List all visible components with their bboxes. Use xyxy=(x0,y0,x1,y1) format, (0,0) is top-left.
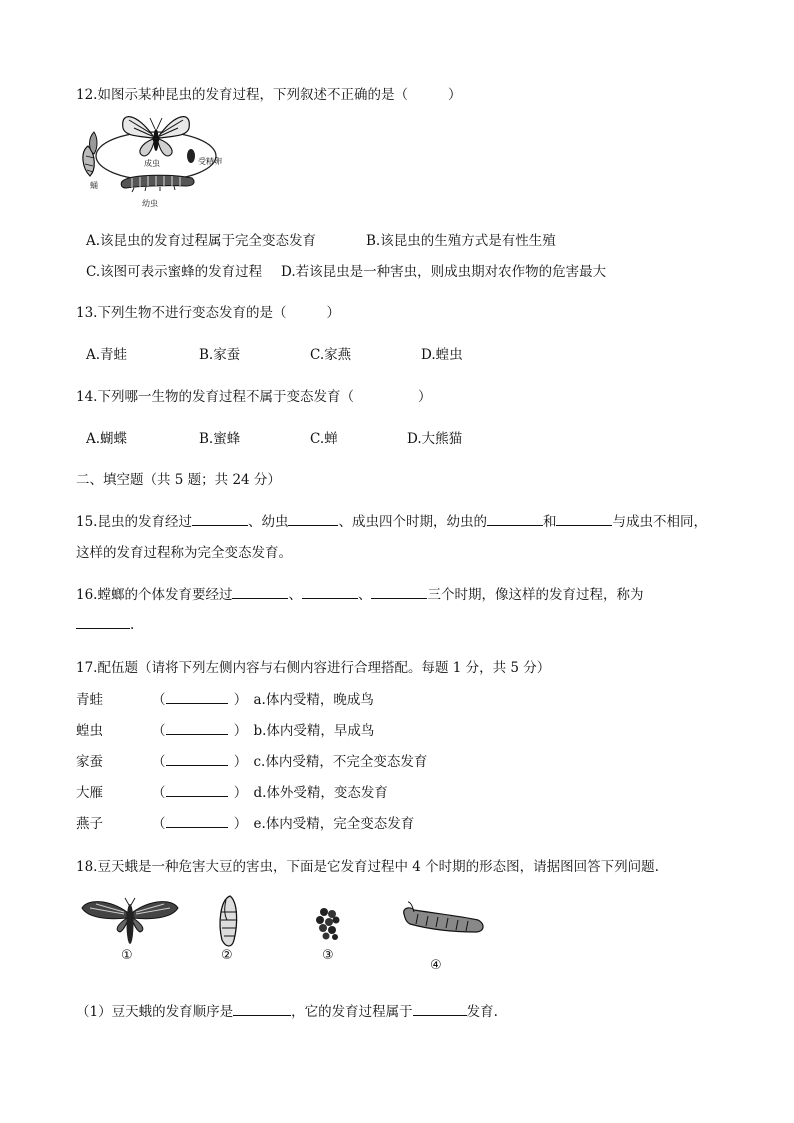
q12-option-a[interactable]: A.该昆虫的发育过程属于完全变态发育 xyxy=(86,233,317,249)
q15-blank-3[interactable] xyxy=(487,511,543,526)
larva-icon xyxy=(121,175,194,192)
moth-larva-icon xyxy=(404,902,483,932)
life-cycle-figure xyxy=(74,106,234,212)
q12-option-d[interactable]: D.若该昆虫是一种害虫，则成虫期对农作物的危害最大 xyxy=(281,264,607,280)
q17-left-item: 家蚕 xyxy=(76,754,103,770)
q15-blank-4[interactable] xyxy=(556,511,612,526)
figure-label-larva: 幼虫 xyxy=(142,199,158,208)
q17-left-item: 燕子 xyxy=(76,816,103,832)
q12-option-b[interactable]: B.该昆虫的生殖方式是有性生殖 xyxy=(366,233,556,249)
q18-blank-1[interactable] xyxy=(233,1001,291,1016)
q16-blank-1[interactable] xyxy=(232,584,288,599)
q17-blank[interactable] xyxy=(166,782,228,797)
q17-row: 燕子 （ ） e.体内受精，完全变态发育 xyxy=(76,812,414,832)
q13-option-a[interactable]: A.青蛙 xyxy=(86,347,128,363)
q14-option-b[interactable]: B.蜜蜂 xyxy=(199,431,241,447)
q17-row: 大雁 （ ） d.体外受精，变态发育 xyxy=(76,781,388,801)
q14-option-d[interactable]: D.大熊猫 xyxy=(407,431,463,447)
q12-stem: 12.如图示某种昆虫的发育过程，下列叙述不正确的是（ ） xyxy=(76,87,462,103)
q15-line1: 15.昆虫的发育经过 、幼虫 、成虫四个时期，幼虫的 和 与成虫不相同， xyxy=(76,510,707,530)
q17-left-item: 蝗虫 xyxy=(76,723,103,739)
q18-blank-2[interactable] xyxy=(413,1001,467,1016)
q14-option-c[interactable]: C.蝉 xyxy=(310,431,338,447)
butterfly-icon xyxy=(123,117,190,156)
q17-blank[interactable] xyxy=(166,813,228,828)
q18-stem: 18.豆天蛾是一种危害大豆的害虫，下面是它发育过程中 4 个时期的形态图，请据图回答下列问题. xyxy=(76,859,659,875)
moth-stages-diagram xyxy=(80,890,490,980)
figure-label-adult: 成虫 xyxy=(144,159,160,168)
q16-blank-2[interactable] xyxy=(302,584,358,599)
q13-option-c[interactable]: C.家燕 xyxy=(310,347,352,363)
q16-line1: 16.螳螂的个体发育要经过 、 、 三个时期，像这样的发育过程，称为 xyxy=(76,583,643,603)
moth-pupa-icon xyxy=(220,896,237,946)
q14-stem: 14.下列哪一生物的发育过程不属于变态发育（ ） xyxy=(76,389,432,405)
section-heading-fill-in: 二、填空题（共 5 题；共 24 分） xyxy=(76,472,281,488)
q17-right-item: a.体内受精，晚成鸟 xyxy=(253,692,374,708)
stage-label-3: ③ xyxy=(322,948,334,963)
q17-left-item: 青蛙 xyxy=(76,692,103,708)
moth-eggs-icon xyxy=(316,908,340,940)
figure-label-pupa: 蛹 xyxy=(90,181,98,190)
q17-row: 青蛙 （ ） a.体内受精，晚成鸟 xyxy=(76,688,374,708)
q17-blank[interactable] xyxy=(166,720,228,735)
q17-right-item: c.体内受精，不完全变态发育 xyxy=(253,754,428,770)
q14-option-a[interactable]: A.蝴蝶 xyxy=(86,431,128,447)
q17-stem: 17.配伍题（请将下列左侧内容与右侧内容进行合理搭配。每题 1 分，共 5 分） xyxy=(76,660,551,676)
moth-adult-icon xyxy=(82,898,178,944)
moth-stages-figure xyxy=(80,890,490,980)
q13-option-d[interactable]: D.蝗虫 xyxy=(421,347,463,363)
q13-option-b[interactable]: B.家蚕 xyxy=(199,347,241,363)
q17-blank[interactable] xyxy=(166,689,228,704)
q16-line2: . xyxy=(76,614,134,633)
q17-right-item: b.体内受精，早成鸟 xyxy=(253,723,375,739)
q16-blank-3[interactable] xyxy=(371,584,427,599)
q12-option-c[interactable]: C.该图可表示蜜蜂的发育过程 xyxy=(86,264,263,280)
egg-icon xyxy=(187,149,195,163)
q17-right-item: e.体内受精，完全变态发育 xyxy=(253,816,415,832)
q18-sub1: （1）豆天蛾的发育顺序是 ，它的发育过程属于 发育. xyxy=(76,1000,498,1020)
q16-blank-4[interactable] xyxy=(76,614,130,629)
stage-label-1: ① xyxy=(121,948,133,963)
q17-right-item: d.体外受精，变态发育 xyxy=(253,785,388,801)
stage-label-4: ④ xyxy=(430,958,442,973)
q15-blank-2[interactable] xyxy=(288,511,338,526)
q17-left-item: 大雁 xyxy=(76,785,103,801)
pupa-icon xyxy=(83,132,97,176)
q17-row: 蝗虫 （ ） b.体内受精，早成鸟 xyxy=(76,719,374,739)
q17-row: 家蚕 （ ） c.体内受精，不完全变态发育 xyxy=(76,750,427,770)
q15-line2: 这样的发育过程称为完全变态发育。 xyxy=(76,545,292,561)
figure-label-egg: 受精卵 xyxy=(198,157,222,166)
stage-label-2: ② xyxy=(221,948,233,963)
q13-stem: 13.下列生物不进行变态发育的是（ ） xyxy=(76,305,340,321)
q15-blank-1[interactable] xyxy=(192,511,248,526)
q17-blank[interactable] xyxy=(166,751,228,766)
